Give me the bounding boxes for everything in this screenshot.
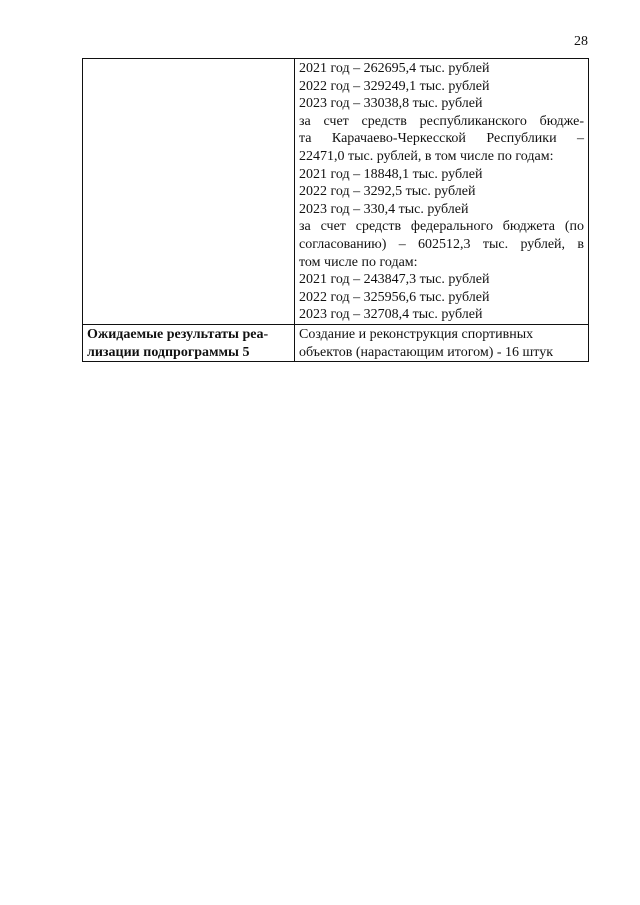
financing-line: 2022 год – 325956,6 тыс. рублей [299, 289, 490, 305]
financing-line: та Карачаево-Черкесской Республики – [299, 131, 584, 147]
financing-line: согласованию) – 602512,3 тыс. рублей, в [299, 236, 584, 252]
expected-results-line: Создание и реконструкция спортивных [299, 326, 534, 342]
financing-line: за счет средств республиканского бюдже- [299, 113, 584, 129]
financing-line: 2023 год – 33038,8 тыс. рублей [299, 96, 483, 112]
financing-line: 2022 год – 3292,5 тыс. рублей [299, 184, 476, 200]
financing-line: 2023 год – 32708,4 тыс. рублей [299, 307, 483, 323]
table-row-financing [83, 59, 589, 325]
expected-results-label-cell [83, 324, 295, 361]
financing-line: за счет средств федерального бюджета (по [299, 219, 584, 235]
subprogram-passport-table [82, 58, 589, 362]
expected-results-value-cell [295, 324, 589, 361]
financing-line: 22471,0 тыс. рублей, в том числе по годам: [299, 148, 554, 164]
financing-value-cell [295, 59, 589, 325]
table-row-expected-results [83, 324, 589, 361]
financing-line: 2021 год – 18848,1 тыс. рублей [299, 166, 483, 182]
expected-results-label-line: Ожидаемые результаты реа- [87, 326, 269, 342]
financing-label-cell [83, 59, 295, 325]
financing-line: 2022 год – 329249,1 тыс. рублей [299, 78, 490, 94]
expected-results-line: объектов (нарастающим итогом) - 16 штук [299, 344, 554, 360]
page-number: 28 [574, 34, 588, 49]
financing-line: 2021 год – 262695,4 тыс. рублей [299, 61, 490, 76]
financing-line: том числе по годам: [299, 254, 418, 270]
financing-line: 2023 год – 330,4 тыс. рублей [299, 201, 469, 217]
expected-results-label-line: лизации подпрограммы 5 [87, 344, 250, 360]
financing-line: 2021 год – 243847,3 тыс. рублей [299, 272, 490, 288]
